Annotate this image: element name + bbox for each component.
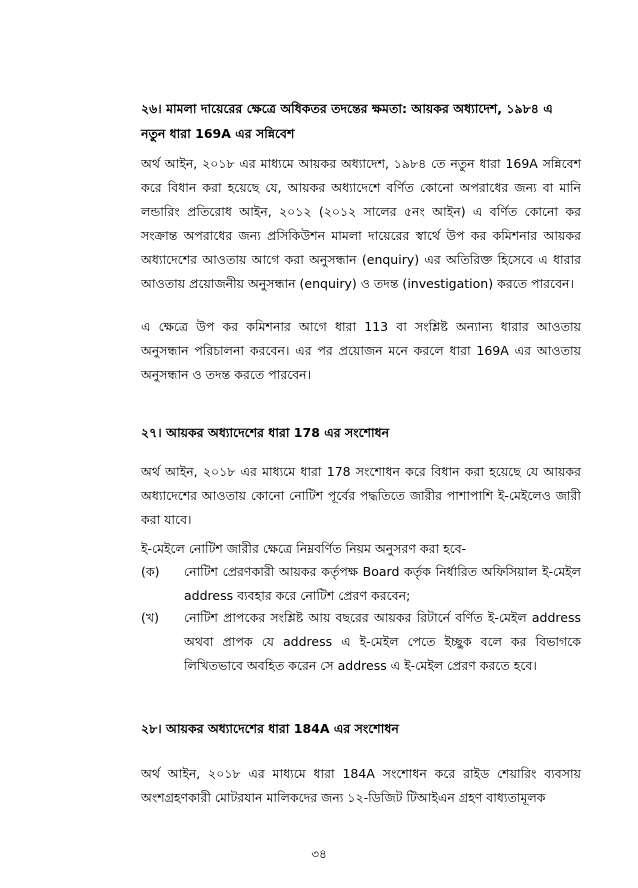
section-27-heading: ২৭। আয়কর অধ্যাদেশের ধারা 178 এর সংশোধন (141, 425, 390, 440)
list-marker: (ক) (141, 564, 160, 579)
list-marker: (খ) (141, 610, 159, 625)
page-number: ৩৪ (311, 847, 327, 861)
list-text: নোটিশ প্রেরণকারী আয়কর কর্তৃপক্ষ Board কর্তৃক নির্ধারিত অফিসিয়াল ই-মেইল address ব্যবহার করে নোটিশ প্রেরণ করবেন; (184, 564, 581, 603)
list-text: নোটিশ প্রাপকের সংশ্লিষ্ট আয় বছরের আয়কর রিটার্নে বর্ণিত ই-মেইল address অথবা প্রাপক যে address এ ই-মেইল পেতে ইচ্ছুক বলে কর বিভাগকে লিখিতভাবে অবহিত করেন সে address এ ই-মেইল প্রেরণ করতে হবে। (184, 610, 581, 673)
section-27-paragraph-2: ই-মেইলে নোটিশ জারীর ক্ষেত্রে নিম্নবর্ণিত নিয়ম অনুসরণ করা হবে- (141, 541, 467, 556)
section-27-paragraph-1: অর্থ আইন, ২০১৮ এর মাধ্যমে ধারা 178 সংশোধন করে বিধান করা হয়েছে যে আয়কর অধ্যাদেশের আওতায় কোনো নোটিশ পূর্বের পদ্ধতিতে জারীর পাশাপাশি ই-মেইলেও জারী করা যাবে। (141, 464, 581, 527)
section-26-paragraph-2: এ ক্ষেত্রে উপ কর কমিশনার আগে ধারা 113 বা সংশ্লিষ্ট অন্যান্য ধারার আওতায় অনুসন্ধান পরিচালনা করবেন। এর পর প্রয়োজন মনে করলে ধারা 169A এর আওতায় অনুসন্ধান ও তদন্ত করতে পারবেন। (141, 319, 581, 382)
section-26-heading: ২৬। মামলা দায়েরের ক্ষেত্রে অধিকতর তদন্তের ক্ষমতা: আয়কর অধ্যাদেশ, ১৯৮৪ এ নতুন ধারা 169A এর সন্নিবেশ (141, 101, 553, 141)
section-28-heading: ২৮। আয়কর অধ্যাদেশের ধারা 184A এর সংশোধন (141, 721, 399, 736)
section-26-paragraph-1: অর্থ আইন, ২০১৮ এর মাধ্যমে আয়কর অধ্যাদেশ, ১৯৮৪ তে নতুন ধারা 169A সন্নিবেশ করে বিধান করা হয়েছে যে, আয়কর অধ্যাদেশে বর্ণিত কোনো অপরাধের জন্য বা মানি লন্ডারিং প্রতিরোধ আইন, ২০১২ (২০১২ সালের ৫নং আইন) এ বর্ণিত কোনো কর সংক্রান্ত অপরাধের জন্য প্রসিকিউশন মামলা দায়েরের স্বার্থে উপ কর কমিশনার আয়কর অধ্যাদেশের আওতায় আগে করা অনুসন্ধান (enquiry) এর অতিরিক্ত হিসেবে এ ধারার আওতায় প্রয়োজনীয় অনুসন্ধান (enquiry) ও তদন্ত (investigation) করতে পারবেন। (141, 156, 581, 291)
section-28-paragraph-1: অর্থ আইন, ২০১৮ এর মাধ্যমে ধারা 184A সংশোধন করে রাইড শেয়ারিং ব্যবসায় অংশগ্রহণকারী মোটরযান মালিকদের জন্য ১২-ডিজিট টিআইএন গ্রহণ বাধ্যতামূলক (141, 766, 581, 805)
